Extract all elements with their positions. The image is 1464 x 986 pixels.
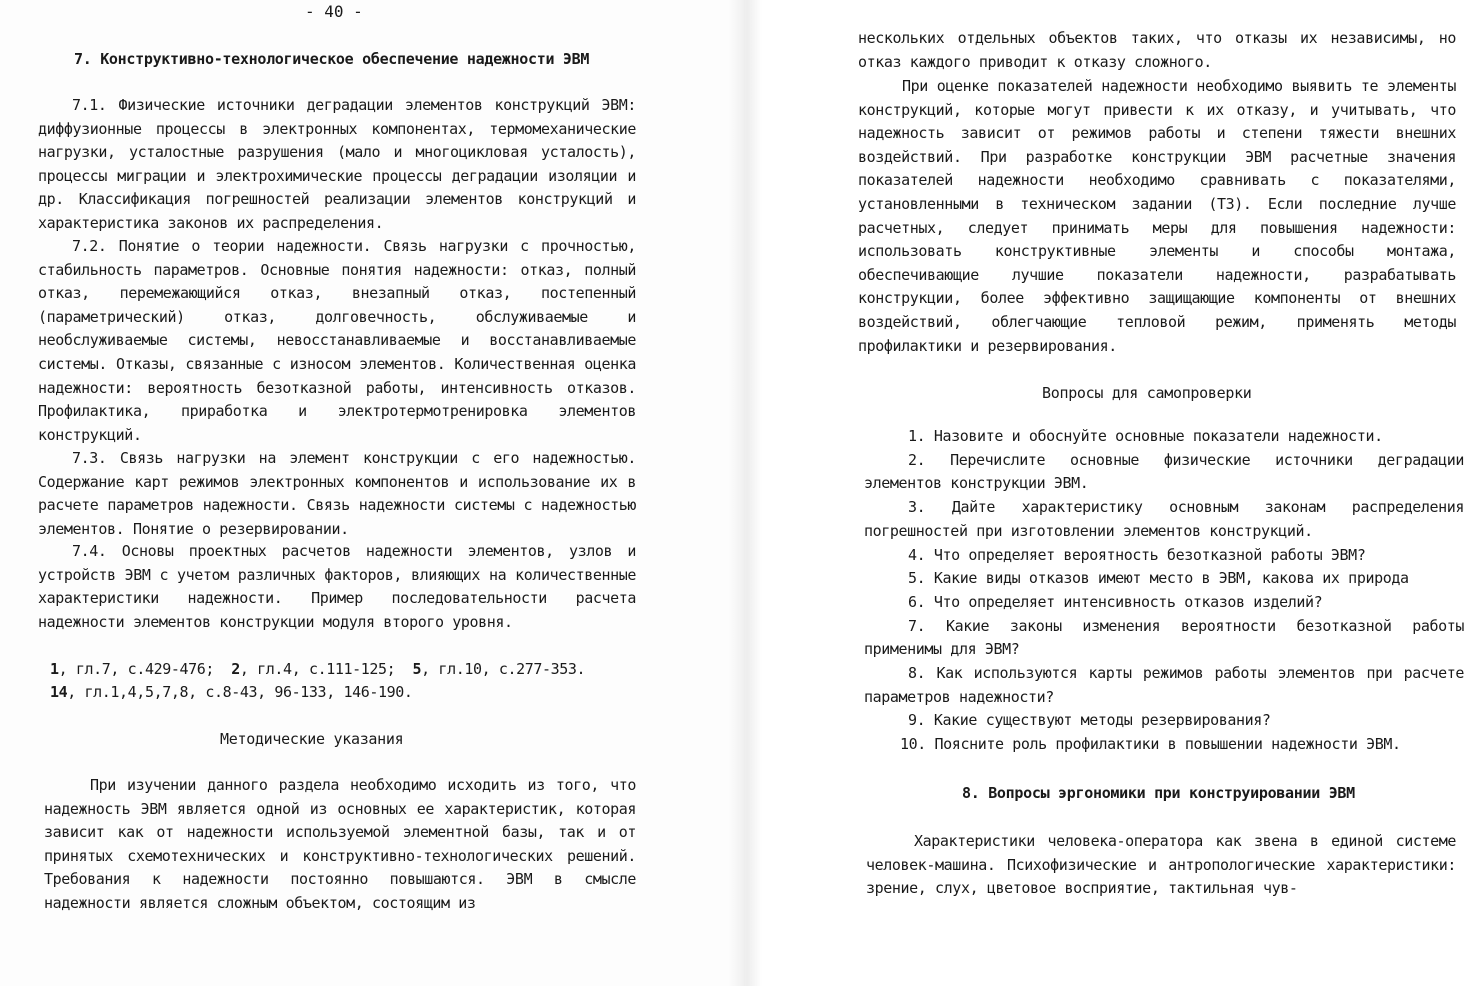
question-item: [864, 496, 1464, 543]
ref-number: 14: [50, 683, 68, 701]
question-item: [864, 709, 1464, 733]
question-item: [864, 615, 1464, 662]
ref-number: 2: [231, 660, 240, 678]
question-text: Что определяет вероятность безотказной работы ЭВМ?: [933, 545, 1366, 564]
guidelines-text: При изучении данного раздела необходимо исходить из того, что надежность ЭВМ является одной из основных ее характеристик, которая зависит как от надежности используемой элементной базы, так и от принятых схемотехнических и конструктивно-технологических решений. Требования к надежности постоянно повышаются. ЭВМ в смысле надежности является сложным объектом, состоящим из: [44, 776, 636, 912]
question-item: [864, 662, 1464, 709]
question-text: Какие законы изменения вероятности безотказной работы применимы для ЭВМ?: [864, 616, 1464, 659]
question-text: Что определяет интенсивность отказов изделий?: [933, 592, 1323, 611]
page-number: - 40 -: [305, 2, 363, 21]
question-text: Назовите и обоснуйте основные показатели надежности.: [933, 427, 1383, 445]
self-check-questions: [864, 425, 1464, 757]
question-number: 1.: [908, 427, 926, 445]
question-item: [864, 591, 1464, 615]
question-number: 8.: [908, 664, 926, 683]
section-8-text: Характеристики человека-оператора как звена в единой системе человек-машина. Психофизические и антропологические характеристики: зрение, слух, цветовое восприятие, тактильная чув-: [866, 832, 1456, 898]
ref-number: 1: [50, 660, 59, 678]
paragraph-7-4: 7.4. Основы проектных расчетов надежности элементов, узлов и устройств ЭВМ с учетом различных факторов, влияющих на количественные характеристики надежности. Пример последовательности расчета надежности элементов конструкции модуля второго уровня.: [38, 542, 636, 631]
reliability-paragraph: При оценке показателей надежности необходимо выявить те элементы конструкций, которые могут привести к их отказу, и учитывать, что надежность зависит от режимов работы и степени тяжести внешних воздействий. При разработке конструкции ЭВМ расчетные значения показателей надежности необходимо сравнивать с показателями, установленными в техническом задании (ТЗ). Если последние лучше расчетных, следует принимать меры для повышения надежности: использовать конструктивные элементы и способы монтажа, обеспечивающие лучшие показатели надежности, разрабатывать конструкции, более эффективно защищающие компоненты от внешних воздействий, облегчающие тепловой режим, применять методы профилактики и резервирования.: [858, 77, 1456, 355]
question-number: 3.: [908, 498, 926, 517]
question-item: [864, 567, 1464, 591]
question-item: [864, 544, 1464, 568]
question-item: [864, 425, 1464, 449]
ref-text: , гл.7, с.429-476;: [58, 660, 214, 678]
question-number: 6.: [908, 592, 926, 611]
paragraph-7-1: 7.1. Физические источники деградации элементов конструкций ЭВМ: диффузионные процессы в электронных компонентах, термомеханические нагрузки, усталостные разрушения (мало и многоцикловая усталость), процессы миграции и электрохимические процессы деградации изоляции и др. Классификация погрешностей реализации элементов конструкций и характеристика законов их распределения.: [38, 96, 636, 232]
question-item: [864, 733, 1464, 757]
question-number: 4.: [908, 545, 926, 564]
question-number: 7.: [908, 616, 926, 635]
question-text: Перечислите основные физические источники деградации элементов конструкции ЭВМ.: [864, 450, 1464, 493]
question-number: 10.: [900, 735, 926, 754]
references-line-2: [50, 681, 650, 704]
ref-text: , гл.1,4,5,7,8, с.8-43, 96-133, 146-190.: [67, 683, 413, 701]
question-text: Какие существуют методы резервирования?: [933, 711, 1271, 730]
question-number: 9.: [908, 711, 926, 730]
book-gutter: [728, 0, 762, 986]
paragraph-7-2: 7.2. Понятие о теории надежности. Связь нагрузки с прочностью, стабильность параметров. Основные понятия надежности: отказ, полный отказ, перемежающийся отказ, внезапный отказ, постепенный (параметрический) отказ, долговечность, обслуживаемые и необслуживаемые системы, невосстанавливаемые и восстанавливаемые системы. Отказы, связанные с износом элементов. Количественная оценка надежности: вероятность безотказной работы, интенсивность отказов. Профилактика, приработка и электротермотренировка элементов конструкций.: [38, 237, 636, 444]
question-number: 2.: [908, 450, 926, 469]
questions-title: Вопросы для самопроверки: [1042, 384, 1252, 402]
section-8-title: 8. Вопросы эргономики при конструировании ЭВМ: [962, 784, 1355, 802]
question-text: Какие виды отказов имеют место в ЭВМ, какова их природа: [933, 569, 1409, 588]
paragraph-7-3: 7.3. Связь нагрузки на элемент конструкции с его надежностью. Содержание карт режимов электронных компонентов и использование их в расчете параметров надежности. Связь надежности системы с надежностью элементов. Понятие о резервировании.: [38, 449, 636, 538]
continuation-text: нескольких отдельных объектов таких, что отказы их независимы, но отказ каждого приводит к отказу сложного.: [858, 29, 1456, 71]
question-text: Дайте характеристику основным законам распределения погрешностей при изготовлении элементов конструкций.: [864, 498, 1464, 540]
ref-text: , гл.10, с.277-353.: [421, 660, 586, 678]
question-item: [864, 449, 1464, 496]
question-text: Поясните роль профилактики в повышении надежности ЭВМ.: [934, 735, 1401, 754]
question-text: Как используются карты режимов работы элементов при расчете параметров надежности?: [864, 664, 1464, 706]
ref-text: , гл.4, с.111-125;: [239, 660, 396, 678]
guidelines-title: Методические указания: [220, 730, 404, 748]
references-line-1: [50, 658, 650, 681]
ref-number: 5: [412, 660, 422, 678]
question-number: 5.: [908, 569, 926, 588]
section-7-title: 7. Конструктивно-технологическое обеспечение надежности ЭВМ: [74, 50, 590, 68]
